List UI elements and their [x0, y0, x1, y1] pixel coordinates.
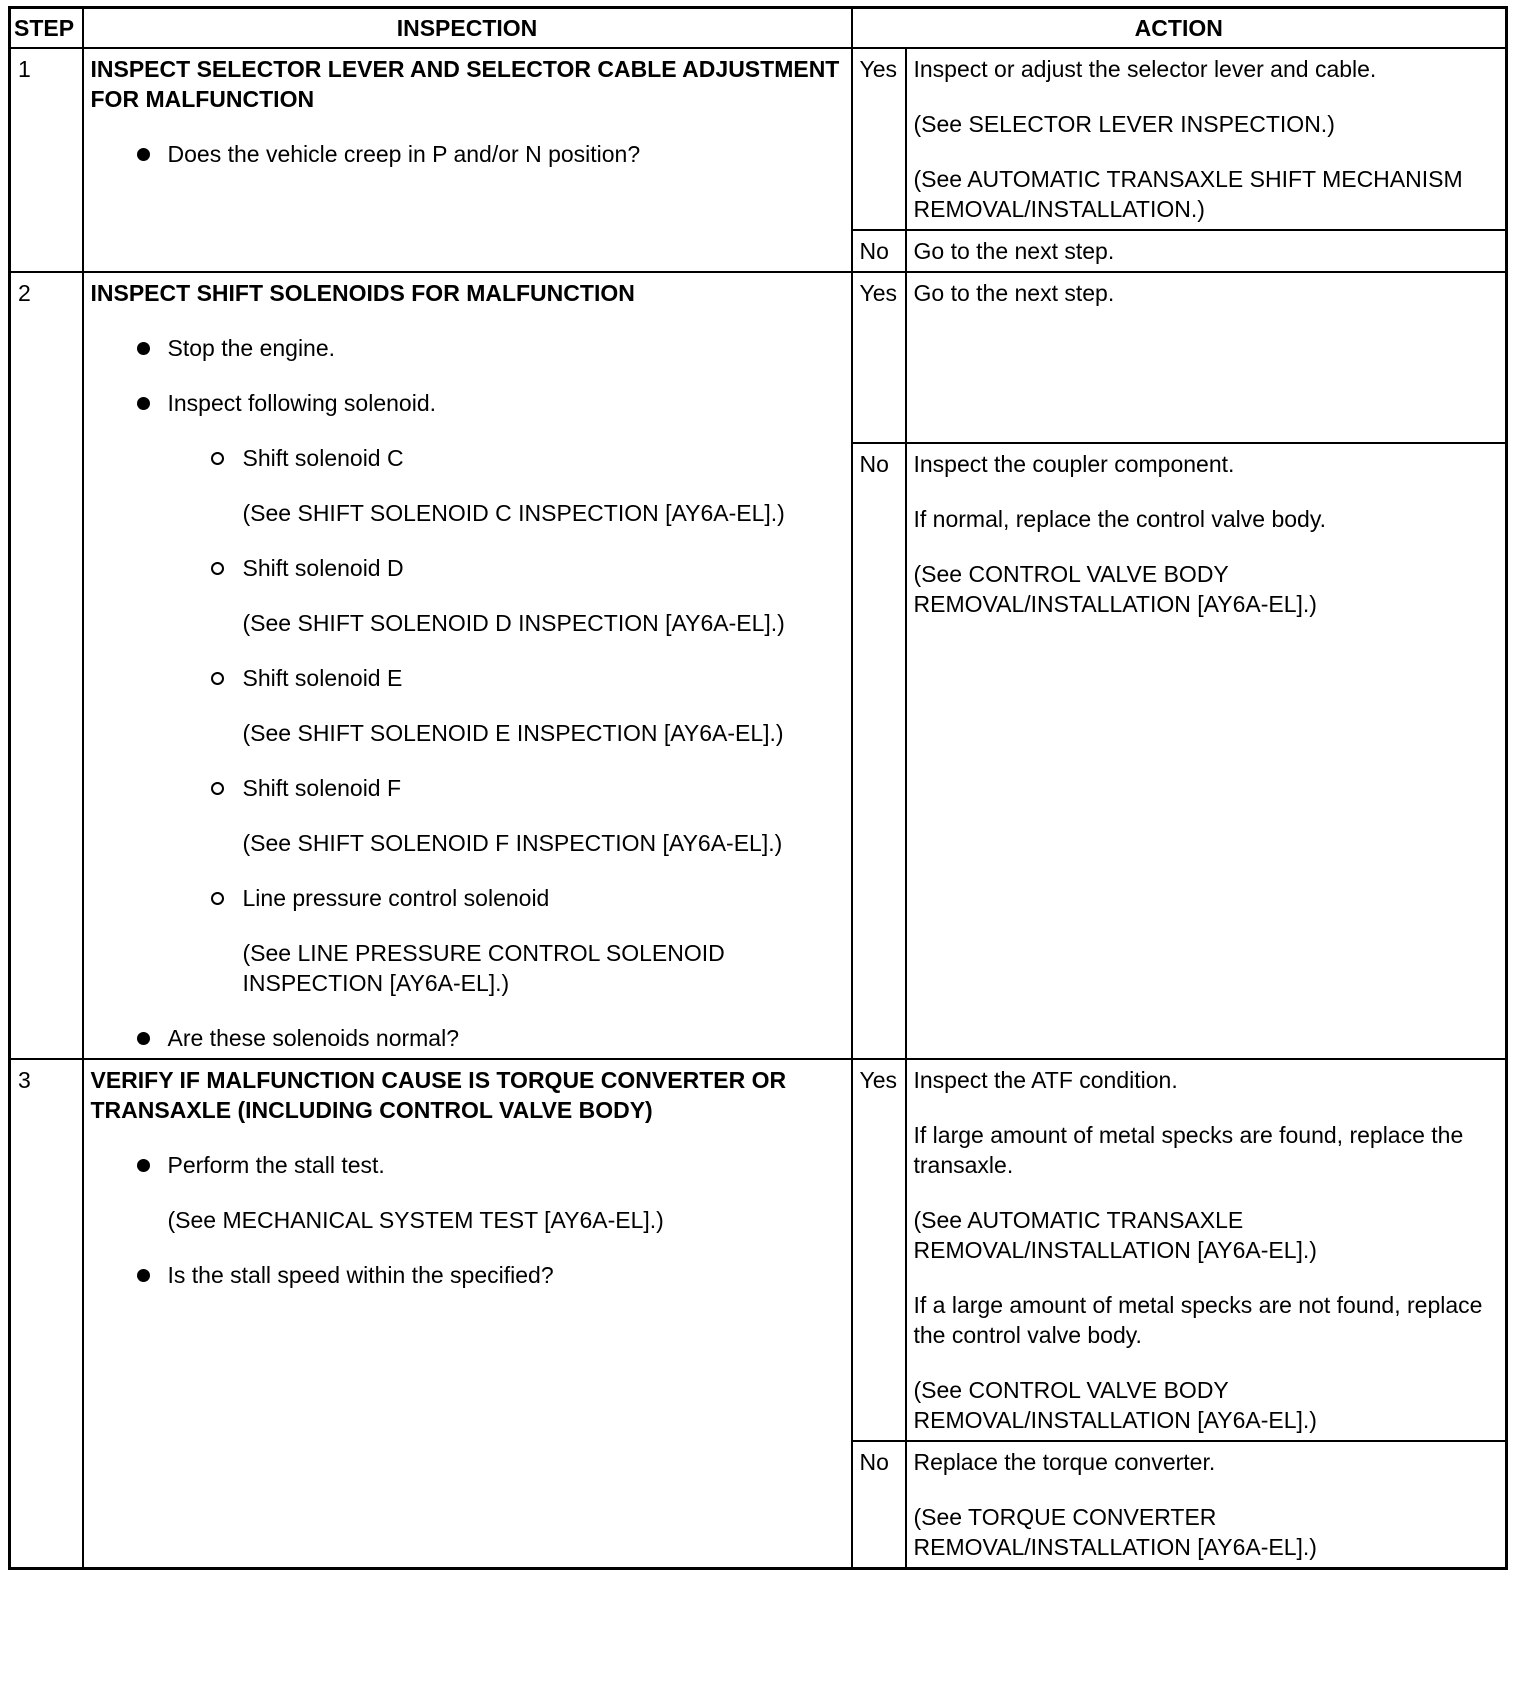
header-row	[10, 8, 1507, 49]
step-3-yes-line-4: If a large amount of metal specks are not found, replace the control valve body.	[913, 1292, 1483, 1348]
step-1-title: INSPECT SELECTOR LEVER AND SELECTOR CABLE ADJUSTMENT FOR MALFUNCTION	[90, 56, 840, 112]
step-3-yes-row	[10, 1059, 1507, 1441]
step-2-bullet-1: Stop the engine.	[91, 333, 844, 363]
step-2-yes-action	[906, 272, 1507, 443]
step-1-bullet-question: Does the vehicle creep in P and/or N position?	[91, 139, 844, 169]
step-2-subitem-4-ref: (See SHIFT SOLENOID F INSPECTION [AY6A-EL].)	[242, 830, 783, 856]
step-1-yes-line-3: (See AUTOMATIC TRANSAXLE SHIFT MECHANISM REMOVAL/INSTALLATION.)	[913, 166, 1463, 222]
step-2-bullet-3: Are these solenoids normal?	[91, 1023, 844, 1053]
step-2-subitem-2: Shift solenoid D	[91, 553, 844, 583]
step-2-subitem-3: Shift solenoid E	[91, 663, 844, 693]
step-2-number: 2	[10, 272, 83, 1059]
step-2-title: INSPECT SHIFT SOLENOIDS FOR MALFUNCTION	[90, 280, 635, 306]
step-3-bullet-1-ref: (See MECHANICAL SYSTEM TEST [AY6A-EL].)	[167, 1207, 664, 1233]
step-2-subitem-1-ref: (See SHIFT SOLENOID C INSPECTION [AY6A-EL].)	[242, 500, 785, 526]
step-1-yes-action	[906, 48, 1507, 230]
step-1-yes-row	[10, 48, 1507, 230]
step-3-bullet-1: Perform the stall test.	[91, 1150, 844, 1180]
step-3-no-line-2: (See TORQUE CONVERTER REMOVAL/INSTALLATION [AY6A-EL].)	[913, 1504, 1317, 1560]
step-1-yes-label: Yes	[852, 48, 906, 230]
step-2-inspection	[83, 272, 852, 1059]
diagnostic-procedure-table	[8, 6, 1508, 1570]
step-2-subitem-1: Shift solenoid C	[91, 443, 844, 473]
inspection-column-header: INSPECTION	[83, 8, 852, 49]
step-2-yes-label: Yes	[852, 272, 906, 443]
step-1-yes-line-1: Inspect or adjust the selector lever and cable.	[913, 56, 1377, 82]
step-3-inspection	[83, 1059, 852, 1569]
step-3-yes-label: Yes	[852, 1059, 906, 1441]
step-2-subitem-4: Shift solenoid F	[91, 773, 844, 803]
step-1-no-line-1: Go to the next step.	[913, 238, 1115, 264]
step-2-subitem-3-ref: (See SHIFT SOLENOID E INSPECTION [AY6A-EL].)	[242, 720, 784, 746]
step-1-no-label: No	[852, 230, 906, 272]
step-2-subitem-5-ref: (See LINE PRESSURE CONTROL SOLENOID INSPECTION [AY6A-EL].)	[242, 940, 725, 996]
step-3-yes-line-2: If large amount of metal specks are found, replace the transaxle.	[913, 1122, 1464, 1178]
step-3-yes-line-3: (See AUTOMATIC TRANSAXLE REMOVAL/INSTALLATION [AY6A-EL].)	[913, 1207, 1317, 1263]
step-2-no-line-1: Inspect the coupler component.	[913, 451, 1235, 477]
step-1-inspection	[83, 48, 852, 272]
step-2-subitem-5: Line pressure control solenoid	[91, 883, 844, 913]
step-2-subitem-2-ref: (See SHIFT SOLENOID D INSPECTION [AY6A-EL].)	[242, 610, 785, 636]
troubleshooting-document	[8, 6, 1505, 1570]
step-2-no-line-2: If normal, replace the control valve body.	[913, 506, 1327, 532]
step-3-yes-line-1: Inspect the ATF condition.	[913, 1067, 1178, 1093]
step-3-no-label: No	[852, 1441, 906, 1569]
step-3-title: VERIFY IF MALFUNCTION CAUSE IS TORQUE CONVERTER OR TRANSAXLE (INCLUDING CONTROL VALVE BODY)	[90, 1067, 787, 1123]
step-1-no-action	[906, 230, 1507, 272]
step-2-yes-line-1: Go to the next step.	[913, 280, 1115, 306]
step-3-no-action	[906, 1441, 1507, 1569]
step-1-yes-line-2: (See SELECTOR LEVER INSPECTION.)	[913, 111, 1335, 137]
step-2-bullet-2: Inspect following solenoid.	[91, 388, 844, 418]
step-3-no-line-1: Replace the torque converter.	[913, 1449, 1216, 1475]
step-1-number: 1	[10, 48, 83, 272]
step-3-number: 3	[10, 1059, 83, 1569]
step-3-yes-action	[906, 1059, 1507, 1441]
step-2-no-label: No	[852, 443, 906, 1059]
action-column-header: ACTION	[852, 8, 1507, 49]
step-2-no-action	[906, 443, 1507, 1059]
step-2-no-line-3: (See CONTROL VALVE BODY REMOVAL/INSTALLATION [AY6A-EL].)	[913, 561, 1317, 617]
step-3-bullet-2: Is the stall speed within the specified?	[91, 1260, 844, 1290]
step-2-yes-row	[10, 272, 1507, 443]
step-3-yes-line-5: (See CONTROL VALVE BODY REMOVAL/INSTALLATION [AY6A-EL].)	[913, 1377, 1317, 1433]
step-column-header: STEP	[10, 8, 83, 49]
